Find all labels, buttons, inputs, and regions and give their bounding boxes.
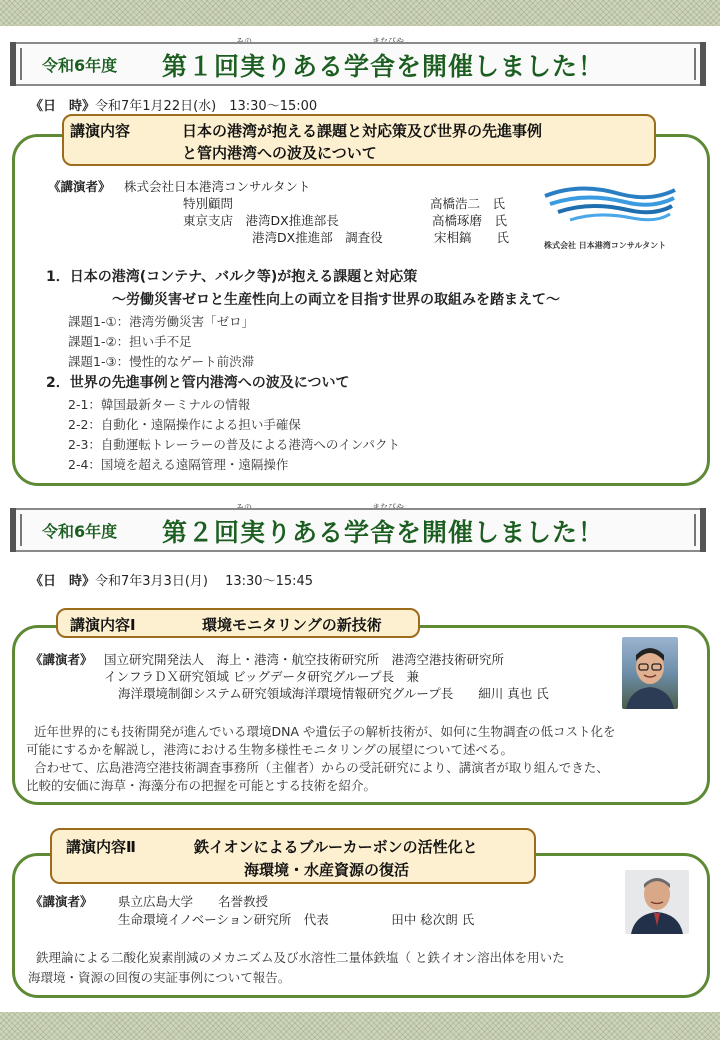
section2-item: 2-3：自動運転トレーラーの普及による港湾へのインパクト	[68, 437, 401, 452]
topic-line2: と管内港湾への波及について	[182, 144, 377, 162]
topic2-speaker-line: 県立広島大学 名誉教授	[118, 894, 269, 909]
section1-item: 課題1-②：担い手不足	[68, 334, 192, 349]
top-pattern-band	[0, 0, 720, 26]
speaker-label: 《講演者》	[30, 652, 93, 667]
logo-caption: 株式会社 日本港湾コンサルタント	[544, 241, 667, 250]
topic-line1: 日本の港湾が抱える課題と対応策及び世界の先進事例	[182, 122, 543, 140]
section1-item: 課題1-③：慢性的なゲート前渋滞	[68, 354, 255, 369]
topic1-desc: 比較的安価に海草・海藻分布の把握を可能とする技術を紹介。	[26, 778, 377, 793]
section1-subtitle: ～労働災害ゼロと生産性向上の両立を目指す世界の取組みを踏まえて～	[112, 292, 560, 308]
wave-logo-icon	[540, 184, 680, 232]
speaker3-name: 宋相鎬 氏	[434, 230, 510, 245]
topic1-desc: 合わせて、広島港湾空港技術調査事務所（主催者）からの受託研究により、講演者が取り組んできた、	[34, 760, 609, 775]
topic1-label: 講演内容Ⅰ	[70, 616, 136, 634]
company-logo	[540, 184, 680, 236]
topic-label: 講演内容	[70, 122, 131, 140]
speaker1-name: 高橋浩二 氏	[430, 196, 506, 211]
event1-datetime	[30, 95, 317, 114]
event2-datetime	[30, 570, 313, 589]
topic2-title-line2: 海環境・水産資源の復活	[244, 861, 410, 879]
date-value: 令和7年3月3日(月) 13:30～15:45	[95, 574, 314, 589]
speaker-label: 《講演者》	[48, 179, 111, 194]
topic2-label: 講演内容Ⅱ	[66, 838, 136, 856]
topic2-desc: 海環境・資源の回復の実証事例について報告。	[28, 970, 291, 985]
event1-title: 第１回実りある学舎を開催しました！	[162, 52, 605, 81]
date-value: 令和7年1月22日(水) 13:30～15:00	[95, 99, 318, 114]
section1-title: 1．日本の港湾(コンテナ、バルク等)が抱える課題と対応策	[46, 269, 418, 285]
topic1-speaker-line: 海洋環境制御システム研究領域海洋環境情報研究グループ長 細川 真也 氏	[118, 686, 549, 701]
person-portrait-icon	[625, 870, 689, 934]
company-name: 株式会社日本港湾コンサルタント	[124, 179, 311, 194]
event2-title: 第２回実りある学舎を開催しました！	[162, 518, 605, 547]
speaker2-name: 高橋琢磨 氏	[432, 213, 508, 228]
date-label: 《日 時》	[30, 574, 96, 589]
topic2-desc: 鉄理論による二酸化炭素削減のメカニズム及び水溶性二量体鉄塩（ と鉄イオン溶出体を用いた	[36, 950, 565, 965]
speaker3-role: 港湾DX推進部 調査役	[252, 230, 383, 245]
speaker-label: 《講演者》	[30, 894, 93, 909]
speaker2-role: 東京支店 港湾DX推進部長	[183, 213, 339, 228]
speaker-photo-tanaka	[625, 870, 689, 934]
event2-banner	[10, 508, 706, 552]
section1-item: 課題1-①：港湾労働災害「ゼロ」	[68, 314, 255, 329]
person-portrait-icon	[622, 637, 678, 709]
section2-title: 2．世界の先進事例と管内港湾への波及について	[46, 375, 350, 391]
topic1-speaker-line: 国立研究開発法人 海上・港湾・航空技術研究所 港湾空港技術研究所	[104, 652, 505, 667]
speaker1-role: 特別顧問	[183, 196, 234, 211]
topic1-speaker-line: インフラＤＸ研究領域 ビッグデータ研究グループ長 兼	[104, 669, 419, 684]
topic1-desc: 可能にするかを解説し，港湾における生物多様性モニタリングの展望について述べる。	[26, 742, 514, 757]
topic2-tab	[50, 828, 536, 884]
date-label: 《日 時》	[30, 99, 96, 114]
section2-item: 2-2：自動化・遠隔操作による担い手確保	[68, 417, 301, 432]
speaker-photo-hosokawa	[622, 637, 678, 709]
topic1-desc: 近年世界的にも技術開発が進んでいる環境DNA や遺伝子の解析技術が、如何に生物調査の低コスト化を	[34, 724, 616, 739]
bottom-pattern-band	[0, 1012, 720, 1040]
topic1-title: 環境モニタリングの新技術	[202, 616, 382, 634]
section2-item: 2-1：韓国最新ターミナルの情報	[68, 397, 251, 412]
event1-banner	[10, 42, 706, 86]
event1-era: 令和6年度	[42, 56, 118, 75]
section2-item: 2-4：国境を超える遠隔管理・遠隔操作	[68, 457, 289, 472]
event1-topic-tab	[62, 114, 656, 166]
topic1-tab	[56, 608, 420, 638]
event2-era: 令和6年度	[42, 522, 118, 541]
topic2-title-line1: 鉄イオンによるブルーカーボンの活性化と	[194, 838, 478, 856]
topic2-speaker-line: 生命環境イノベーション研究所 代表 田中 稔次朗 氏	[118, 912, 475, 927]
